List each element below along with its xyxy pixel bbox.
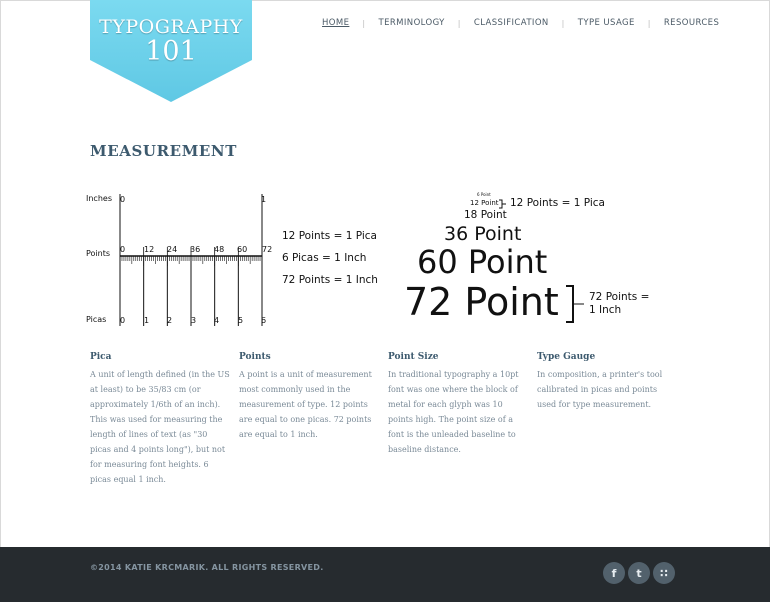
nav-separator: |	[457, 18, 461, 28]
point-tick: 24	[167, 245, 178, 254]
nav-separator: |	[647, 18, 651, 28]
info-column-point-size	[388, 352, 528, 457]
sample-36-point: 36 Point	[444, 223, 522, 245]
inch-tick-0: 0	[120, 195, 126, 204]
sample-72-point: 72 Point	[404, 280, 559, 324]
point-tick: 36	[190, 245, 201, 254]
bracket-12	[498, 199, 506, 209]
nav-separator: |	[561, 18, 565, 28]
equation-points-pica: 12 Points = 1 Pica	[282, 230, 377, 242]
pica-tick: 0	[120, 316, 126, 325]
nav-classification[interactable]: CLASSIFICATION	[473, 18, 549, 28]
rss-icon[interactable]: ∷	[653, 562, 675, 584]
column-title: Pica	[90, 352, 112, 362]
sample-60-point: 60 Point	[417, 243, 548, 281]
nav-separator: |	[362, 18, 366, 28]
site-footer	[0, 547, 770, 602]
page-title: MEASUREMENT	[90, 142, 237, 160]
inch-tick-1: 1	[261, 195, 267, 204]
pica-tick: 2	[167, 316, 173, 325]
info-column-points	[239, 352, 379, 442]
logo-text-typography: TYPOGRAPHY	[99, 16, 243, 38]
equation-points-inch: 72 Points = 1 Inch	[282, 274, 378, 286]
column-text: In traditional typography a 10pt font was one where the block of metal for each glyph was 10 points high. The point size of a font is the unleaded baseline to baseline distance.	[388, 370, 519, 454]
column-text: A unit of length defined (in the US at least) to be 35/83 cm (or approximately 1/6th of an inch). This was used for measuring the length of lines of text (as "30 picas and 4 points long"), but not for measuring font heights. 6 picas equal 1 inch.	[90, 370, 230, 484]
sample-12-point: 12 Point	[470, 199, 499, 207]
column-title: Type Gauge	[537, 352, 596, 362]
twitter-icon[interactable]: t	[628, 562, 650, 584]
nav-resources[interactable]: RESOURCES	[663, 18, 720, 28]
note-12-points-pica: 12 Points = 1 Pica	[510, 197, 605, 209]
point-tick: 12	[144, 245, 155, 254]
bracket-72	[564, 284, 586, 324]
facebook-icon[interactable]: f	[603, 562, 625, 584]
logo-text-101: 101	[145, 36, 197, 67]
point-tick: 72	[262, 245, 273, 254]
site-logo[interactable]	[90, 0, 252, 102]
nav-terminology[interactable]: TERMINOLOGY	[378, 18, 445, 28]
main-nav	[322, 18, 719, 28]
sample-18-point: 18 Point	[464, 209, 507, 221]
info-column-pica	[90, 352, 230, 487]
ruler-label-points: Points	[86, 249, 111, 258]
pica-tick: 1	[144, 316, 150, 325]
pica-tick: 4	[214, 316, 220, 325]
sample-6-point: 6 Point	[477, 192, 491, 197]
nav-home[interactable]: HOME	[322, 18, 350, 28]
point-tick: 48	[214, 245, 225, 254]
equation-picas-inch: 6 Picas = 1 Inch	[282, 252, 367, 264]
column-title: Point Size	[388, 352, 439, 362]
point-tick: 0	[120, 245, 126, 254]
pica-tick: 6	[261, 316, 267, 325]
ruler-label-inches: Inches	[86, 194, 112, 203]
nav-type-usage[interactable]: TYPE USAGE	[577, 18, 635, 28]
column-title: Points	[239, 352, 271, 362]
ruler-label-picas: Picas	[86, 315, 107, 324]
copyright-text: ©2014 KATIE KRCMARIK. ALL RIGHTS RESERVED.	[90, 563, 324, 572]
info-column-type-gauge	[537, 352, 677, 412]
pica-tick: 5	[238, 316, 244, 325]
type-gauge-ruler	[84, 190, 274, 330]
note-72-points-line2: 1 Inch	[589, 304, 622, 316]
column-text: In composition, a printer's tool calibrated in picas and points used for type measurement.	[537, 370, 663, 409]
point-tick: 60	[237, 245, 248, 254]
pica-tick: 3	[191, 316, 197, 325]
column-text: A point is a unit of measurement most commonly used in the measurement of type. 12 points are equal to one picas. 72 points are equal to 1 inch.	[239, 370, 372, 439]
note-72-points-line1: 72 Points =	[589, 291, 650, 303]
